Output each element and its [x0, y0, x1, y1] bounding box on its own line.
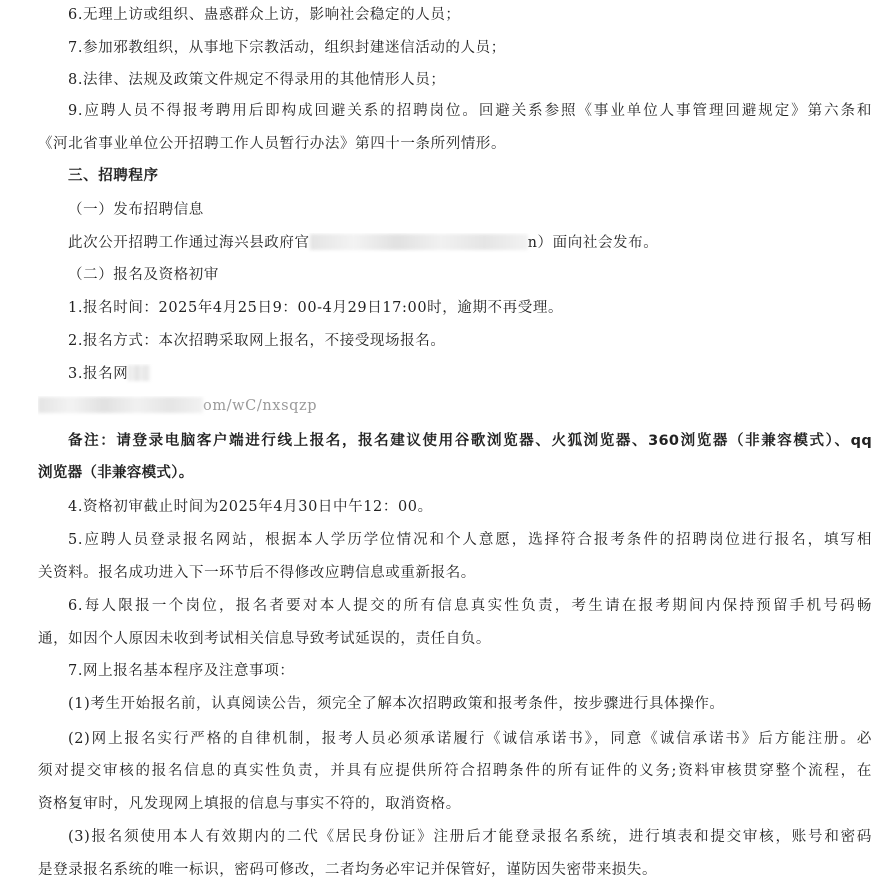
clause-9-line-1: 9.应聘人员不得报考聘用后即构成回避关系的招聘岗位。回避关系参照《事业单位人事管理回避规定》第六条和: [68, 103, 872, 119]
registration-url-tail: om/wC/nxsqzp: [203, 398, 318, 414]
step-2-line-3: 资格复审时，凡发现网上填报的信息与事实不符的，取消资格。: [38, 796, 461, 812]
step-3-line-1: (3)报名须使用本人有效期内的二代《居民身份证》注册后才能登录报名系统，进行填表和提交审核，账号和密码: [68, 829, 872, 845]
registration-url: [38, 396, 872, 416]
step-1: (1)考生开始报名前，认真阅读公告，须完全了解本次招聘政策和报考条件，按步骤进行具体操作。: [68, 696, 725, 712]
publish-info-text-end: n）面向社会发布。: [527, 235, 659, 251]
clause-6: 6.无理上访或组织、蛊惑群众上访，影响社会稳定的人员；: [68, 7, 461, 23]
registration-site: [68, 364, 872, 384]
registration-time: 1.报名时间：2025年4月25日9：00-4月29日17:00时，逾期不再受理。: [68, 300, 564, 316]
redacted-website: [310, 234, 528, 250]
step-3-line-2: 是登录报名系统的唯一标识，密码可修改，二者均务必牢记并保管好，谨防因失密带来损失。: [38, 862, 658, 878]
note-line-2: 浏览器（非兼容模式）。: [38, 465, 194, 481]
publish-info-text-start: 此次公开招聘工作通过海兴县政府官: [68, 235, 310, 251]
clause-7: 7.参加邪教组织，从事地下宗教活动，组织封建迷信活动的人员；: [68, 40, 506, 56]
clause-9-line-2: 《河北省事业单位公开招聘工作人员暂行办法》第四十一条所列情形。: [38, 136, 507, 152]
clause-8: 8.法律、法规及政策文件规定不得录用的其他情形人员；: [68, 72, 446, 88]
redacted-url: [38, 397, 203, 413]
step-2-line-1: (2)网上报名实行严格的自律机制，报考人员必须承诺履行《诚信承诺书》，同意《诚信承诺书》后方能注册。必: [68, 731, 872, 747]
step-2-line-2: 须对提交审核的报名信息的真实性负责，并具有应提供所符合招聘条件的所有证件的义务;资料审核贯穿整个流程，在: [38, 763, 872, 779]
review-deadline: 4.资格初审截止时间为2025年4月30日中午12：00。: [68, 499, 433, 515]
redacted-url-start: [128, 365, 150, 381]
publish-info-text: [68, 233, 872, 253]
para-5-line-1: 5.应聘人员登录报名网站，根据本人学历学位情况和个人意愿，选择符合报考条件的招聘岗位进行报名，填写相: [68, 532, 872, 548]
para-5-line-2: 关资料。报名成功进入下一环节后不得修改应聘信息或重新报名。: [38, 565, 476, 581]
registration-site-label: 3.报名网: [68, 366, 129, 382]
subheading-registration: （二）报名及资格初审: [68, 267, 219, 283]
note-line-1: 备注：请登录电脑客户端进行线上报名，报名建议使用谷歌浏览器、火狐浏览器、360浏览器（非兼容模式）、qq: [68, 433, 872, 449]
para-6-line-2: 通，如因个人原因未收到考试相关信息导致考试延误的，责任自负。: [38, 631, 491, 647]
registration-method: 2.报名方式：本次招聘采取网上报名，不接受现场报名。: [68, 333, 446, 349]
para-6-line-1: 6.每人限报一个岗位，报名者要对本人提交的所有信息真实性负责，考生请在报考期间内保持预留手机号码畅: [68, 598, 872, 614]
para-7-title: 7.网上报名基本程序及注意事项：: [68, 663, 295, 679]
section-heading-recruitment-procedure: 三、招聘程序: [68, 168, 159, 184]
subheading-publish-info: （一）发布招聘信息: [68, 202, 204, 218]
